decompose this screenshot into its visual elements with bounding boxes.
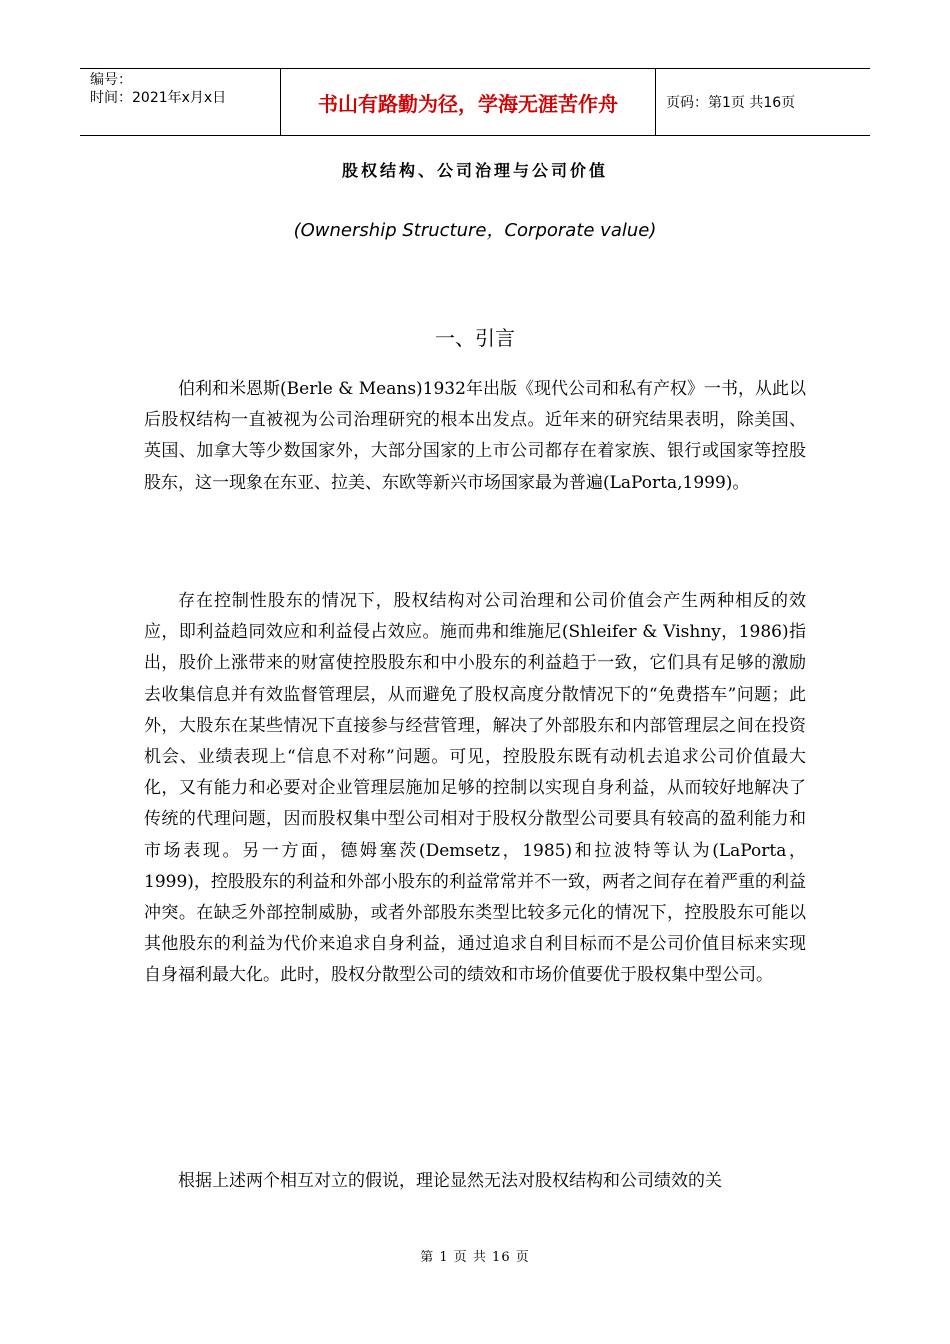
body-paragraph: 存在控制性股东的情况下，股权结构对公司治理和公司价值会产生两种相反的效应，即利益趋同效应和利益侵占效应。施而弗和维施尼(Shleifer & Vishny，1986)指出，股价上涨带来的财富使控股股东和中小股东的利益趋于一致，它们具有足够的激励去收集信息并有效监督管理层，从而避免了股权高度分散情况下的“免费搭车”问题；此外，大股东在某些情况下直接参与经营管理，解决了外部股东和内部管理层之间在投资机会、业绩表现上“信息不对称”问题。可见，控股股东既有动机去追求公司价值最大化，又有能力和必要对企业管理层施加足够的控制以实现自身利益，从而较好地解决了传统的代理问题，因而股权集中型公司相对于股权分散型公司要具有较高的盈利能力和市场表现。另一方面，德姆塞茨(Demsetz，1985)和拉波特等认为(LaPorta，1999)，控股股东的利益和外部小股东的利益常常并不一致，两者之间存在着严重的利益冲突。在缺乏外部控制威胁，或者外部股东类型比较多元化的情况下，控股股东可能以其他股东的利益为代价来追求自身利益，通过追求自利目标而不是公司价值目标来实现自身福利最大化。此时，股权分散型公司的绩效和市场价值要优于股权集中型公司。 [144,591,806,986]
document-number-label: 编号： [90,72,132,88]
page-footer: 第 1 页 共 16 页 [420,1250,530,1265]
body-paragraph: 根据上述两个相互对立的假说，理论显然无法对股权结构和公司绩效的关 [178,1171,722,1191]
document-title: 股权结构、公司治理与公司价值 [341,161,608,180]
document-time-label: 时间：2021年x月x日 [90,90,227,106]
header-page-info: 页码：第1页 共16页 [666,95,796,111]
page-header [80,68,870,136]
document-subtitle: (Ownership Structure，Corporate value) [293,220,657,241]
header-motto: 书山有路勤为径，学海无涯苦作舟 [281,69,656,135]
section-heading: 一、引言 [435,326,515,350]
body-paragraph: 伯利和米恩斯(Berle & Means)1932年出版《现代公司和私有产权》一书，从此以后股权结构一直被视为公司治理研究的根本出发点。近年来的研究结果表明，除美国、英国、加拿大等少数国家外，大部分国家的上市公司都存在着家族、银行或国家等控股股东，这一现象在东亚、拉美、东欧等新兴市场国家最为普遍(LaPorta,1999)。 [144,379,806,493]
header-meta [80,69,281,135]
